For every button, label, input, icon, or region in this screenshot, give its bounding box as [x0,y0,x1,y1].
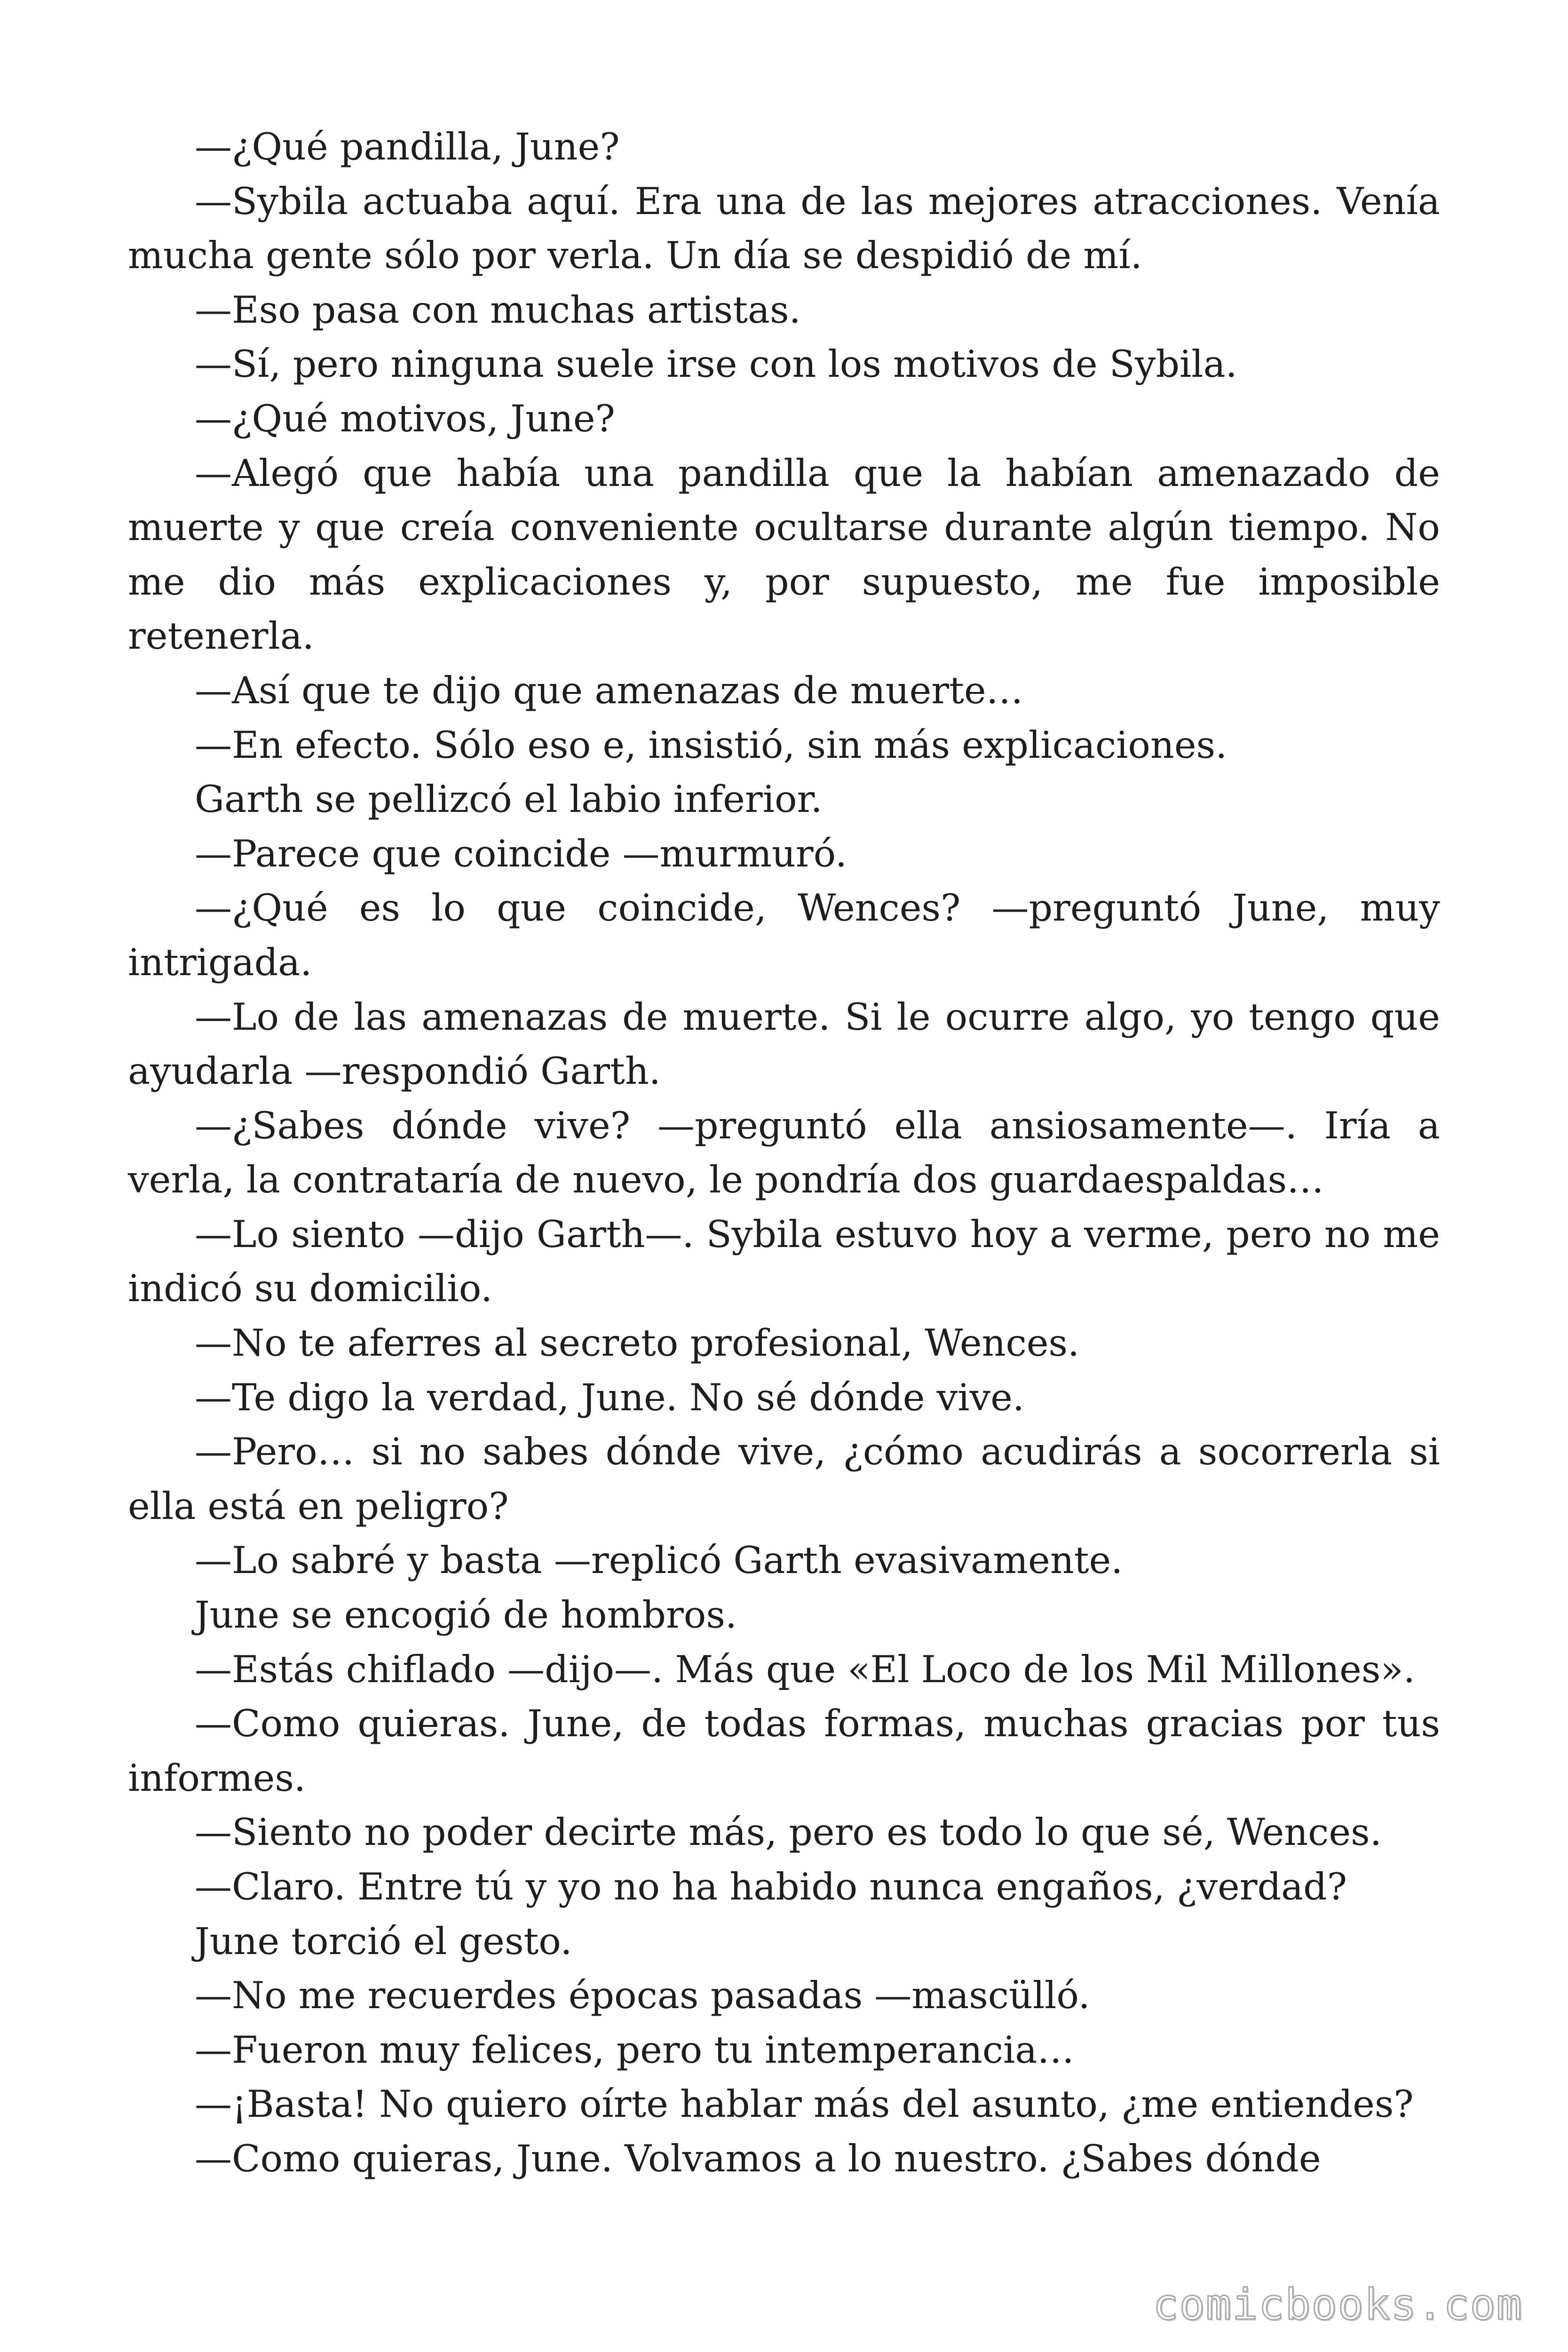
paragraph: —Así que te dijo que amenazas de muerte… [195,668,1023,712]
paragraph: —Eso pasa con muchas artistas. [195,288,801,332]
paragraph: —No te aferres al secreto profesional, Wences. [195,1321,1080,1365]
paragraph: —¡Basta! No quiero oírte hablar más del asunto, ¿me entiendes? [195,2082,1414,2126]
paragraph: —Como quieras, June. Volvamos a lo nuestro. ¿Sabes dónde [195,2137,1321,2180]
paragraph: —¿Qué es lo que coincide, Wences? —preguntó June, muy intrigada. [128,886,1440,984]
paragraph: —Siento no poder decirte más, pero es todo lo que sé, Wences. [195,1811,1382,1854]
paragraph: —Sí, pero ninguna suele irse con los motivos de Sybila. [195,342,1237,386]
body-text [128,120,1440,2186]
paragraph: —Alegó que había una pandilla que la habían amenazado de muerte y que creía conveniente ocultarse durante algún tiempo. No me dio más explicaciones y, por supuesto, me fue imposible retenerla. [128,451,1440,658]
paragraph: June se encogió de hombros. [195,1593,737,1637]
paragraph: —En efecto. Sólo eso e, insistió, sin más explicaciones. [195,723,1227,767]
paragraph: —Sybila actuaba aquí. Era una de las mejores atracciones. Venía mucha gente sólo por verla. Un día se despidió de mí. [128,179,1440,278]
watermark-logo: comicbooks.com [1153,2280,1523,2329]
paragraph: June torció el gesto. [195,1919,572,1963]
paragraph: —Claro. Entre tú y yo no ha habido nunca engaños, ¿verdad? [195,1865,1347,1908]
paragraph: —Parece que coincide —murmuró. [195,832,847,875]
paragraph: —No me recuerdes épocas pasadas —mascülló. [195,1974,1090,2018]
paragraph: —Fueron muy felices, pero tu intemperancia… [195,2028,1075,2072]
paragraph: —Lo siento —dijo Garth—. Sybila estuvo hoy a verme, pero no me indicó su domicilio. [128,1212,1440,1311]
paragraph: —Te digo la verdad, June. No sé dónde vive. [195,1375,1025,1419]
paragraph: —Lo sabré y basta —replicó Garth evasivamente. [195,1539,1123,1582]
paragraph: —¿Sabes dónde vive? —preguntó ella ansiosamente—. Iría a verla, la contrataría de nuevo, le pondría dos guardaespaldas… [128,1104,1440,1202]
paragraph: Garth se pellizcó el labio inferior. [195,778,823,821]
paragraph: —Pero… si no sabes dónde vive, ¿cómo acudirás a socorrerla si ella está en peligro? [128,1430,1440,1528]
paragraph: —¿Qué motivos, June? [195,397,615,440]
paragraph: —Estás chiflado —dijo—. Más que «El Loco de los Mil Millones». [195,1647,1415,1691]
paragraph: —¿Qué pandilla, June? [195,125,620,168]
paragraph: —Lo de las amenazas de muerte. Si le ocurre algo, yo tengo que ayudarla —respondió Garth. [128,995,1440,1093]
paragraph: —Como quieras. June, de todas formas, muchas gracias por tus informes. [128,1702,1440,1800]
